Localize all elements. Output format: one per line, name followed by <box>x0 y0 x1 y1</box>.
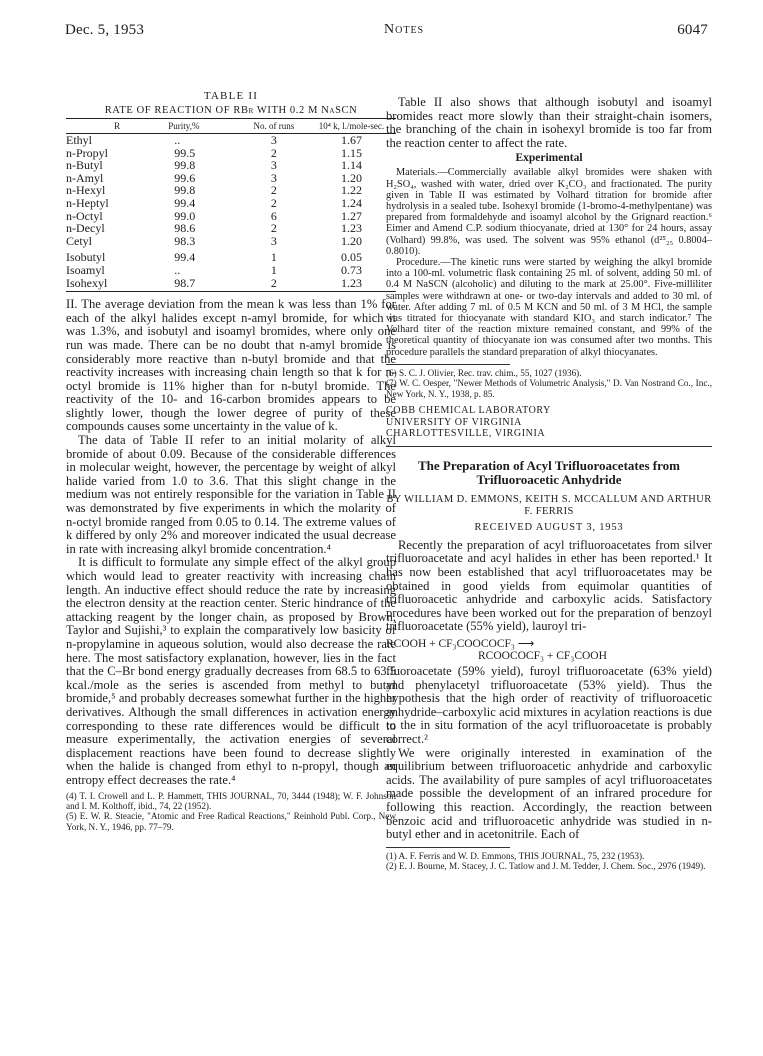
cell-runs: 2 <box>270 183 277 198</box>
table-row <box>66 222 396 235</box>
paragraph: We were originally interested in examination of the equilibrium between trifluoroacetic anhydride and carboxylic acids. The availability of pure samples of acyl trifluoroacetates made possible the development of an infrared procedure for following this reaction. Accordingly, the reaction between benzoic acid and trifluoroacetic anhydride was studied in n-butyl ether and in acetonitrile. Each of <box>386 745 712 842</box>
cell-k: 1.15 <box>340 145 362 160</box>
cell-runs: 3 <box>270 158 277 173</box>
cell-runs: 1 <box>270 262 277 277</box>
footnote: (6) S. C. J. Olivier, Rec. trav. chim., 55, 1027 (1936). <box>386 367 582 378</box>
section-heading: Experimental <box>515 152 583 165</box>
footnote-rule <box>386 364 510 365</box>
equation-line: RCOOCOCF₃ + CF₃COOH <box>478 649 607 662</box>
footnote: (1) A. F. Ferris and W. D. Emmons, THIS JOURNAL, 75, 232 (1953). <box>386 850 645 861</box>
cell-k: 1.27 <box>340 208 362 223</box>
footnote: (7) W. C. Oesper, "Newer Methods of Volumetric Analysis," D. Van Nostrand Co., Inc., New York, N. Y., 1938, p. 85. <box>386 378 712 399</box>
table-body <box>66 134 396 292</box>
paragraph: It is difficult to formulate any simple effect of the alkyl group which would lead to greater reactivity with increasing chain length. An inductive effect should reduce the rate by increasing the electron density at the reaction center. Steric hindrance of the attacking reagent by the longer chain, as proposed by Brown, Taylor and Sujishi,³ to explain the comparatively low basicity of n-propylamine in aqueous solution, would also decrease the rate here. The most satisfactory explanation, however, lies in the fact that the C–Br bond energy gradually decreases from 68.5 to 63.5 kcal./mole as the series is ascended from methyl to butyl bromide,⁵ and probably decreases somewhat further in the higher derivatives. Although the small differences in activation energy corresponding to these rate differences would be difficult to measure experimentally, the activation energies of several displacement reactions have been found to decrease slightly when the halide is changed from ethyl to n-propyl, though an entropy effect decreases the rate.⁴ <box>66 555 396 787</box>
paragraph: fluoroacetate (59% yield), furoyl trifluoroacetate (63% yield) and phenylacetyl trifluoroacetate (53% yield). Thus the hypothesis that the high order of reactivity of trifluoroacetic anhydride–carboxylic acid mixtures in acylation reactions is due to the in situ formation of the acyl trifluoroacetate is probably correct.² <box>386 663 712 746</box>
table-row <box>66 159 396 172</box>
equation-line: RCOOH + CF₃COOCOCF₃ ⟶ <box>386 637 535 650</box>
affiliation-line: CHARLOTTESVILLE, VIRGINIA <box>386 428 546 440</box>
cell-r: Cetyl <box>66 233 92 248</box>
header-section: Notes <box>384 22 425 37</box>
cell-runs: 2 <box>241 277 307 292</box>
paragraph: Table II also shows that although isobutyl and isoamyl bromides react more slowly than their straight-chain isomers, the branching of the chain in isohexyl bromide is too far from the reaction center to affect the rate. <box>386 95 712 150</box>
affiliation <box>386 405 712 440</box>
cell-r: n-Butyl <box>66 158 103 173</box>
cell-k: 1.22 <box>340 183 362 198</box>
cell-r: n-Propyl <box>66 145 108 160</box>
cell-purity: 98.6 <box>174 221 196 236</box>
cell-runs: 2 <box>270 221 277 236</box>
cell-runs: 6 <box>270 208 277 223</box>
cell-purity: 99.5 <box>174 145 196 160</box>
left-column <box>66 90 396 832</box>
cell-runs: 2 <box>270 195 277 210</box>
header-date: Dec. 5, 1953 <box>65 22 145 38</box>
cell-runs: 2 <box>270 145 277 160</box>
table-row <box>66 264 396 277</box>
cell-k: 0.05 <box>340 250 362 265</box>
procedure-paragraph: Procedure.—The kinetic runs were started by weighing the alkyl bromide into a 100-ml. volumetric flask containing 25 ml. of solvent, adding 50 ml. of 0.4 M NaSCN (alcoholic) and diluting to the mark at 25.00°. Five-milliliter samples were withdrawn at one- or two-day intervals and added to 30 ml. of water. After adding 7 ml. of 0.5 M KCN and 50 ml. of 3 M HCl, the sample was titrated for thiocyanate with standard KIO₃ and starch indicator.⁷ The Volhard titer of the reaction mixture remained constant, and 99% of the theoretical quantity of thiocyanate ion was consumed after two months. This procedure parallels the standard preparation of alkyl thiocyanates. <box>386 257 712 358</box>
cell-runs: 3 <box>270 233 277 248</box>
cell-r: Isoamyl <box>66 262 105 277</box>
cell-purity: 99.4 <box>174 250 196 265</box>
cell-r: n-Decyl <box>66 221 105 236</box>
footnote: (4) T. I. Crowell and L. P. Hammett, THIS JOURNAL, 70, 3444 (1948); W. F. Johnson and I. M. Kolthoff, ibid., 74, 22 (1952). <box>66 790 396 811</box>
cell-k: 1.20 <box>340 233 362 248</box>
cell-k: 1.23 <box>307 277 396 292</box>
cell-k: 1.67 <box>340 133 362 147</box>
cell-purity: 99.6 <box>174 170 196 185</box>
col-header-runs: No. of runs <box>241 119 307 134</box>
right-column <box>386 96 712 872</box>
affiliation-line: COBB CHEMICAL LABORATORY <box>386 405 551 417</box>
cell-r: n-Hexyl <box>66 183 106 198</box>
cell-k: 1.23 <box>340 221 362 236</box>
rate-table <box>66 118 396 292</box>
cell-purity: 98.7 <box>168 277 241 292</box>
footnote-rule <box>386 847 510 848</box>
table-title: TABLE II <box>203 90 259 102</box>
cell-k: 1.20 <box>340 170 362 185</box>
table-row <box>66 277 396 292</box>
cell-purity: 99.8 <box>174 183 196 198</box>
cell-r: Isohexyl <box>66 277 168 292</box>
received-date: RECEIVED AUGUST 3, 1953 <box>474 521 624 533</box>
header-page-number: 6047 <box>677 22 708 38</box>
cell-purity: 99.0 <box>174 208 196 223</box>
cell-r: Isobutyl <box>66 250 106 265</box>
table-row <box>66 235 396 248</box>
cell-k: 1.14 <box>340 158 362 173</box>
cell-purity: .. <box>174 262 181 277</box>
cell-runs: 1 <box>270 250 277 265</box>
paragraph: Recently the preparation of acyl trifluoroacetates from silver trifluoroacetate and acyl halides in ether has been reported.¹ It has now been established that acyl trifluoroacetates may be obtained in good yields from equimolar quantities of trifluoroacetic anhydride and carboxylic acids. Satisfactory procedures have been worked out for the preparation of benzoyl trifluoroacetate (55% yield), lauroyl tri- <box>386 537 712 634</box>
cell-k: 0.73 <box>340 262 362 277</box>
cell-purity: 99.4 <box>174 195 196 210</box>
cell-purity: .. <box>174 133 181 147</box>
cell-purity: 99.8 <box>174 158 196 173</box>
cell-runs: 3 <box>270 170 277 185</box>
col-header-purity: Purity,% <box>168 119 241 134</box>
cell-runs: 3 <box>270 133 277 147</box>
cell-k: 1.24 <box>340 195 362 210</box>
table-row <box>66 247 396 264</box>
footnote: (5) E. W. R. Steacie, "Atomic and Free Radical Reactions," Reinhold Publ. Corp., New York, N. Y., 1946, pp. 77–79. <box>66 811 396 832</box>
cell-r: n-Heptyl <box>66 195 109 210</box>
table-header-row <box>66 119 396 134</box>
cell-purity: 98.3 <box>174 233 196 248</box>
col-header-r: R <box>66 119 168 134</box>
cell-r: n-Octyl <box>66 208 103 223</box>
paragraph: The data of Table II refer to an initial molarity of alkyl bromide of about 0.09. Because of the considerable differences in molecular weight, however, the percentage by weight of alkyl halide varied from 1.0 to 3.6. That this slight change in the medium was not entirely responsible for the variation in Table II was demonstrated by five experiments in which the molarity of n-octyl bromide ranged from 0.05 to 0.14. The extreme values of k differed by only 2% and moreover indicated the usual decrease in rate with increasing alkyl bromide concentration.⁴ <box>66 433 396 556</box>
footnote: (2) E. J. Bourne, M. Stacey, J. C. Tatlow and J. M. Tedder, J. Chem. Soc., 2976 (1949). <box>386 861 706 872</box>
affiliation-line: UNIVERSITY OF VIRGINIA <box>386 416 522 428</box>
paragraph: II. The average deviation from the mean k was less than 1% for each of the alkyl halides except n-amyl bromide, for which it was 1.3%, and isobutyl and isoamyl bromides, where only one run was made. There can be no doubt that n-amyl bromide is considerably more reactive than n-butyl bromide and that the reactivity increases with increasing chain length so that k for n-octyl bromide is 11% higher than for n-butyl bromide. The reactivity of the 10- and 16-carbon bromides appears to be slightly lower, though the lower degree of purity of these compounds causes some uncertainty in the value of k. <box>66 297 396 434</box>
cell-r: Ethyl <box>66 133 92 147</box>
materials-paragraph: Materials.—Commercially available alkyl bromides were shaken with H₂SO₄, washed with water, dried over K₂CO₃ and fractionated. The purity given in Table II was estimated by Volhard titration for bromide after hydrolysis in a sealed tube. Isohexyl bromide (1-bromo-4-methylpentane) was prepared from formaldehyde and isoamyl alcohol by the Grignard reaction.⁶ Eimer and Amend C.P. sodium thiocyanate, dried at 130° for 24 hours, assay (Volhard) 99.8%, was used. The solvent was 95% ethanol (d²⁵₂₅ 0.8004–0.8010). <box>386 167 712 257</box>
table-row <box>66 197 396 210</box>
article-authors: BY WILLIAM D. EMMONS, KEITH S. MCCALLUM AND ARTHUR F. FERRIS <box>386 493 712 517</box>
article-title: The Preparation of Acyl Trifluoroacetates from Trifluoroacetic Anhydride <box>418 457 680 488</box>
table-row <box>66 134 396 147</box>
col-header-k: 10⁴ k, l./mole-sec. <box>307 119 396 134</box>
table-subtitle: RATE OF REACTION OF RBr WITH 0.2 M NaSCN <box>104 105 358 116</box>
cell-r: n-Amyl <box>66 170 104 185</box>
article-separator <box>386 446 712 447</box>
